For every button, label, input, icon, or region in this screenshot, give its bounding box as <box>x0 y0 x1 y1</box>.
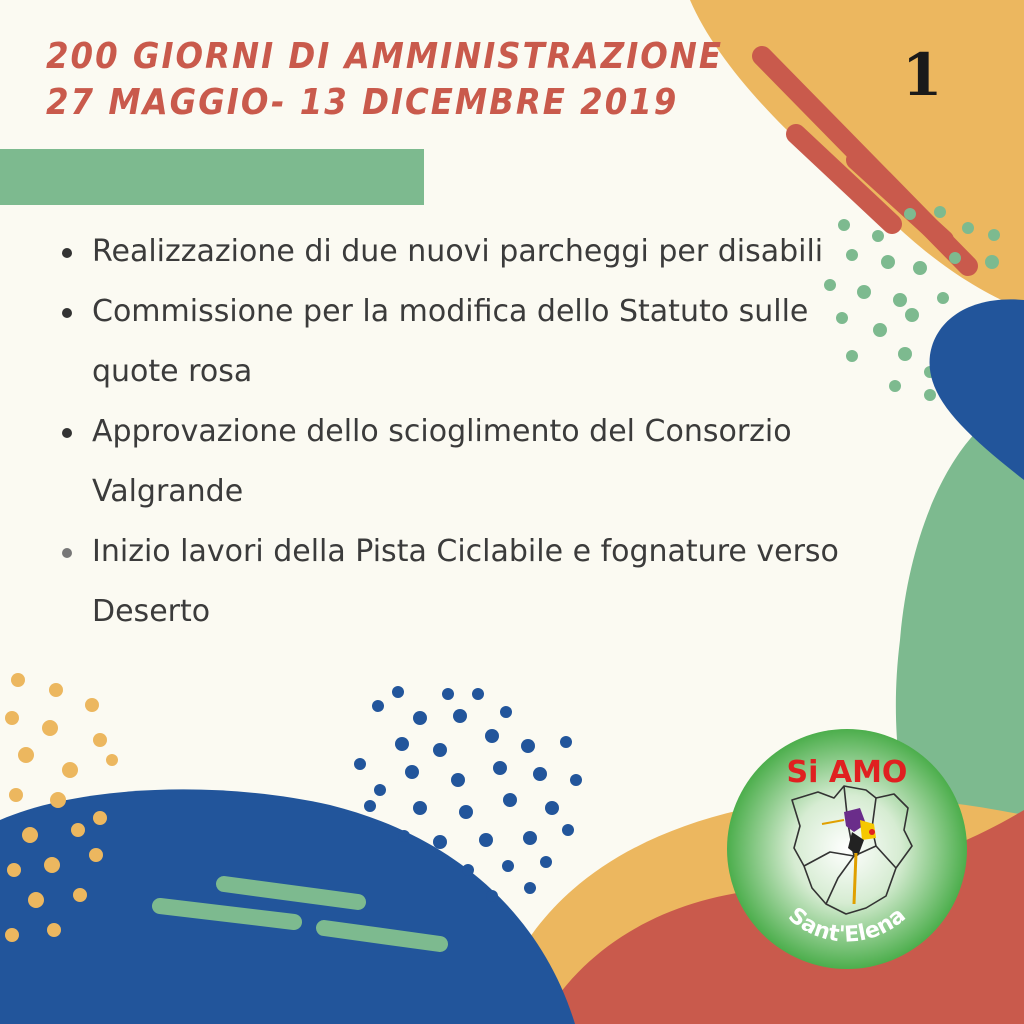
title-line-2: 27 MAGGIO- 13 DICEMBRE 2019 <box>46 82 679 123</box>
green-accent-bar <box>0 149 424 205</box>
achievements-list <box>92 222 872 642</box>
list-item: Commissione per la modifica dello Statuto sulle quote rosa <box>92 282 872 402</box>
logo-top-text: Si AMO <box>786 755 908 790</box>
list-item: Realizzazione di due nuovi parcheggi per disabili <box>92 222 872 282</box>
blue-blob-bottom-left <box>0 789 575 1024</box>
page-number: 1 <box>902 41 943 109</box>
list-item: Approvazione dello scioglimento del Consorzio Valgrande <box>92 402 872 522</box>
page-title <box>46 34 723 126</box>
logo-bottom-text: Sant'Elena <box>783 902 911 948</box>
si-amo-logo <box>726 728 968 970</box>
title-line-1: 200 GIORNI DI AMMINISTRAZIONE <box>46 36 724 77</box>
list-item: Inizio lavori della Pista Ciclabile e fognature verso Deserto <box>92 522 872 642</box>
